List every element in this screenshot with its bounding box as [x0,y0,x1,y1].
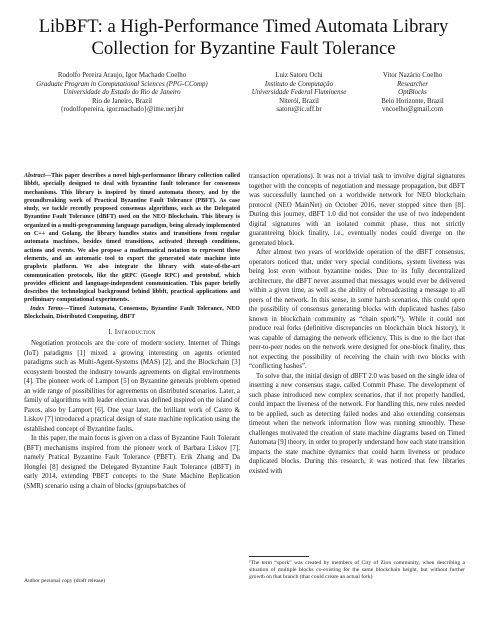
footnote-rule [249,556,309,557]
author-3-email: vncoelho@gmail.com [382,106,443,114]
abstract-label: Abstract [24,173,45,179]
author-1-affiliation: Graduate Program in Computational Sciences (PPG-CComp) [36,80,208,88]
author-2-name: Luiz Satoru Ochi [275,72,323,79]
author-2 [243,72,355,115]
author-3-institution: OptBlocks [398,89,427,97]
author-1 [24,72,220,115]
author-copy-note: Author personal copy (draft release) [24,578,106,584]
author-1-location: Rio de Janeiro, Brazil [91,97,153,105]
index-terms-text: —Timed Automata, Consensus, Byzantine Fault Tolerance, NEO Blockchain, Distributed Computing, dBFT [24,305,241,321]
author-3-name: Vitor Nazário Coelho [382,72,443,79]
right-column [249,172,465,476]
author-2-institution: Universidade Federal Fluminense [251,89,347,97]
abstract-text: —This paper describes a novel high-performance library collection called libbft, specially designed to deal with byzantine fault tolerance for consensus mechanisms. This library is inspired by timed automata theory, and by the groundbreaking work of Practical Byzantine Fault Tolerance (PBFT). As case study, we tackle recently proposed consensus algorithms, such as the Delegated Byzantine Fault Tolerance (dBFT) used on the NEO Blockchain. This library is organized in a multi-programming language paradigm, being already implemented on C++ and Golang, the library handles states and transitions from regular automata machines, besides timed transitions, activated through conditions, actions and events. We also propose a mathematical notation to represent these elements, and an automatic tool to export the generated state machine into graphviz platform. We also integrate the library with state-of-the-art communication protocols, like the gRPC (Google RPC) and protobuf, which provides efficient and language-independent communication. This paper briefly describes the technological background behind libbft, practical applications and preliminary computational experiments. [24,173,240,304]
left-column [24,172,240,491]
author-3-location: Belo Horizonte, Brazil [381,97,444,105]
author-3 [360,72,465,115]
author-1-email: {rodolfopereira, igor.machado}@ime.uerj.br [60,106,184,114]
author-3-affiliation: Researcher [396,80,429,88]
author-2-affiliation: Instituto de Computação [264,80,334,88]
author-2-location: Niterói, Brazil [279,97,319,105]
abstract [24,172,240,305]
intro-paragraph-4: After almost two years of worldwide operation of the dBFT consensus, operators noticed that, under very special conditions, system liveness was being lost even without byzantine nodes. Due to its fully decentralized architecture, the dBFT never assumed that messages would ever be delivered within a given time, as well as the ability of rebroadcasting a message to all peers of the network. In this sense, in some harsh scenarios, this could open the possibility of consensus generating blocks with duplicated hashes (also known in blockchain community as “chain spork”¹). While it could not produce real forks (definitive discrepancies on blockchain block history), it was capable of damaging the network efficiency. This is due to the fact that peer-to-peer nodes on the network were designed for one-block finality, thus not expecting the possibility of receiving the chain with two blocks with “conflicting hashes”. [249,249,465,370]
section-heading-introduction: I. Introduction [108,329,156,337]
intro-paragraph-1: Negotiation protocols are the core of modern society. Internet of Things (IoT) paradigms [1] mixed a growing interesting on agents oriented paradigms such as Multi-Agent-Systems (MAS) [2], and the Blockchain [3] ecosystem boosted the industry towards agreements on digital environments [4]. The pioneer work of Lamport [5] on Byzantine generals problem opened an wide range of possibilities for agreements on distributed scenarios. Later, a family of algorithms with leader election was defined inspired on the island of Paxos, also by Lamport [6]. One year later, the brilliant work of Castro & Liskov [7] introduced a practical design of state machine replication using the established concept of Byzantine faults. [24,340,240,433]
author-1-name: Rodolfo Pereira Araujo, Igor Machado Coelho [57,72,187,79]
author-1-institution: Universidade do Estado do Rio de Janeiro [63,89,181,97]
intro-paragraph-3: transaction operations). It was not a trivial task to involve digital signatures together with the concepts of negotiation and message propagation, but dBFT was successfully launched on a worldwide network for NEO blockchain protocol (NEO MainNet) on October 2016, never stopped since then [8]. During this journey, dBFT 1.0 did not consider the use of two independent digital signatures with an isolated commit phase, thus not strictly guaranteeing block finality, i.e., eventually nodes could diverge on the generated block. [249,173,465,247]
intro-paragraph-2: In this paper, the main focus is given on a class of Byzantine Fault Tolerant (BFT) mechanisms inspired from the pioneer work of Barbara Liskov [7], namely Pratical Byzantine Fault Tolerance (PBFT). Erik Zhang and Da Hongfei [8] designed the Delegated Byzantine Fault Tolerance (dBFT) in early 2014, extending PBFT concepts to the State Machine Replication (SMR) scenario using a chain of blocks (groups/batches of [24,435,240,490]
index-terms-label: Index Terms [30,305,63,312]
intro-paragraph-5: To solve that, the initial design of dBFT 2.0 was based on the single idea of inserting a new consensus stage, called Commit Phase. The development of such phase introduced new complex scenarios, that if not properly handled, could impact the liveness of the network. For handling this, new rules needed to be applied, such as detecting failed nodes and also extending consensus timeout when the network information flow was running smoothly. These challenges motivated the creation of state machine diagrams based on Timed Automata [9] theory, in order to properly understand how each state transition impacts the state machine dynamics that could harm liveness or produce duplicated blocks. During this research, it was noticed that few libraries existed with [249,372,465,475]
footnote-spork: ¹The term “spork” was created by members of City of Zion community, when describing a situation of multiple blocks co-existing for the same blockchain height, but without further growth on that branch (that could create an actual fork) [249,560,465,580]
index-terms [24,305,240,322]
paper-title: LibBFT: a High-Performance Timed Automata Library Collection for Byzantine Fault Tolerance [38,16,449,59]
author-2-email: satoru@ic.uff.br [276,106,322,114]
